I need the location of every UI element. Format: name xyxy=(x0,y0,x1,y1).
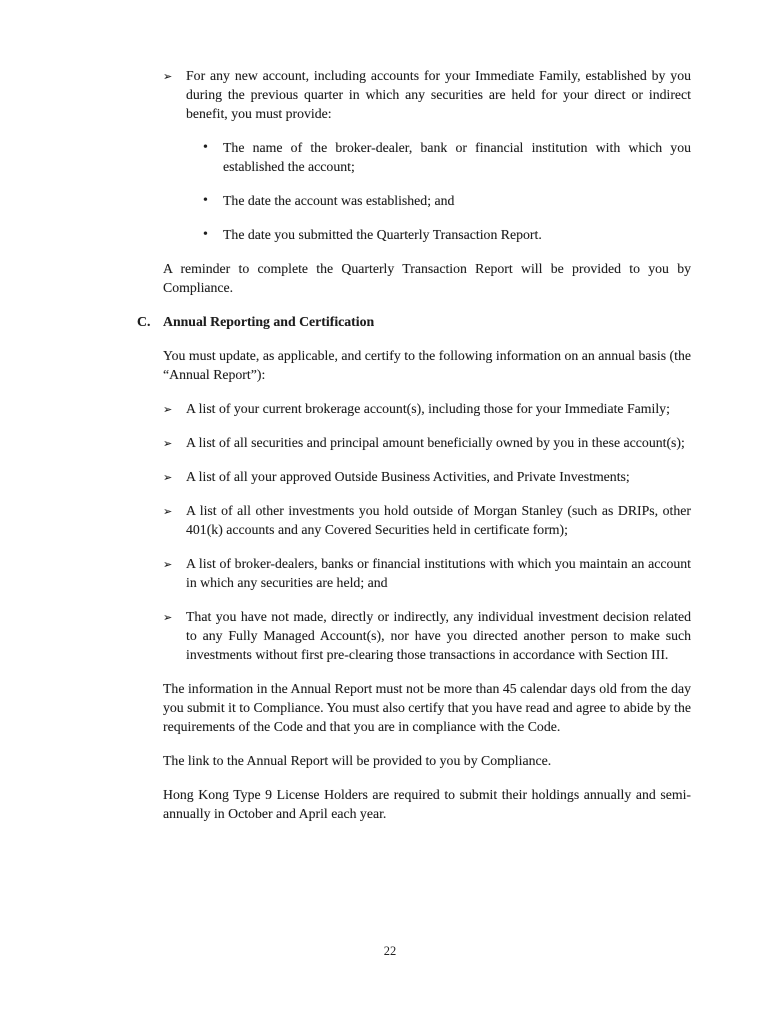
arrow-bullet-icon: ➢ xyxy=(163,611,173,624)
section-label: C. xyxy=(137,314,151,329)
arrow-bullet-icon: ➢ xyxy=(163,437,173,450)
section-heading xyxy=(137,312,691,331)
list-item-brokerage-accounts xyxy=(163,399,691,418)
document-body xyxy=(137,66,691,838)
arrow-bullet-icon: ➢ xyxy=(163,558,173,571)
reminder-paragraph: A reminder to complete the Quarterly Transaction Report will be provided to you by Compliance. xyxy=(163,261,691,295)
list-item-institutions xyxy=(163,554,691,592)
arrow-bullet-icon: ➢ xyxy=(163,403,173,416)
list-item-investment-decision xyxy=(163,607,691,664)
dot-bullet-icon: • xyxy=(203,193,208,208)
dot-bullet-icon: • xyxy=(203,140,208,155)
list-item-text: A list of all your approved Outside Business Activities, and Private Investments; xyxy=(186,469,630,484)
list-item-text: A list of all other investments you hold outside of Morgan Stanley (such as DRIPs, other 401(k) accounts and any Covered Securities held in certificate form); xyxy=(186,503,691,537)
intro-paragraph: You must update, as applicable, and certify to the following information on an annual basis (the “Annual Report”): xyxy=(163,348,691,382)
list-item-broker-name xyxy=(203,138,691,176)
list-item-text: A list of broker-dealers, banks or financial institutions with which you maintain an account in which any securities are held; and xyxy=(186,556,691,590)
section-title: Annual Reporting and Certification xyxy=(163,314,375,329)
annual-report-age-paragraph: The information in the Annual Report must not be more than 45 calendar days old from the day you submit it to Compliance. You must also certify that you have read and agree to abide by the requirements of the Code and that you are in compliance with the Code. xyxy=(163,681,691,734)
list-item-text: A list of your current brokerage account(s), including those for your Immediate Family; xyxy=(186,401,670,416)
list-item-text: The date the account was established; and xyxy=(223,193,455,208)
list-item-other-investments xyxy=(163,501,691,539)
list-item-new-account xyxy=(163,66,691,123)
list-item-text: A list of all securities and principal amount beneficially owned by you in these account(s); xyxy=(186,435,685,450)
list-item-report-date xyxy=(203,225,691,244)
annual-report-link-paragraph: The link to the Annual Report will be provided to you by Compliance. xyxy=(163,753,552,768)
dot-bullet-icon: • xyxy=(203,227,208,242)
arrow-bullet-icon: ➢ xyxy=(163,70,173,83)
list-item-securities-owned xyxy=(163,433,691,452)
list-item-text: The date you submitted the Quarterly Transaction Report. xyxy=(223,227,542,242)
page-number: 22 xyxy=(383,944,397,958)
hong-kong-paragraph: Hong Kong Type 9 License Holders are required to submit their holdings annually and semi-annually in October and April each year. xyxy=(163,787,691,821)
arrow-bullet-icon: ➢ xyxy=(163,505,173,518)
arrow-bullet-icon: ➢ xyxy=(163,471,173,484)
list-item-account-date xyxy=(203,191,691,210)
list-item-text: The name of the broker-dealer, bank or financial institution with which you established the account; xyxy=(223,140,691,174)
list-item-text: For any new account, including accounts for your Immediate Family, established by you during the previous quarter in which any securities are held for your direct or indirect benefit, you must provide: xyxy=(186,68,691,121)
list-item-outside-activities xyxy=(163,467,691,486)
list-item-text: That you have not made, directly or indirectly, any individual investment decision related to any Fully Managed Account(s), nor have you directed another person to make such investments without first pre-clearing those transactions in accordance with Section III. xyxy=(186,609,691,662)
